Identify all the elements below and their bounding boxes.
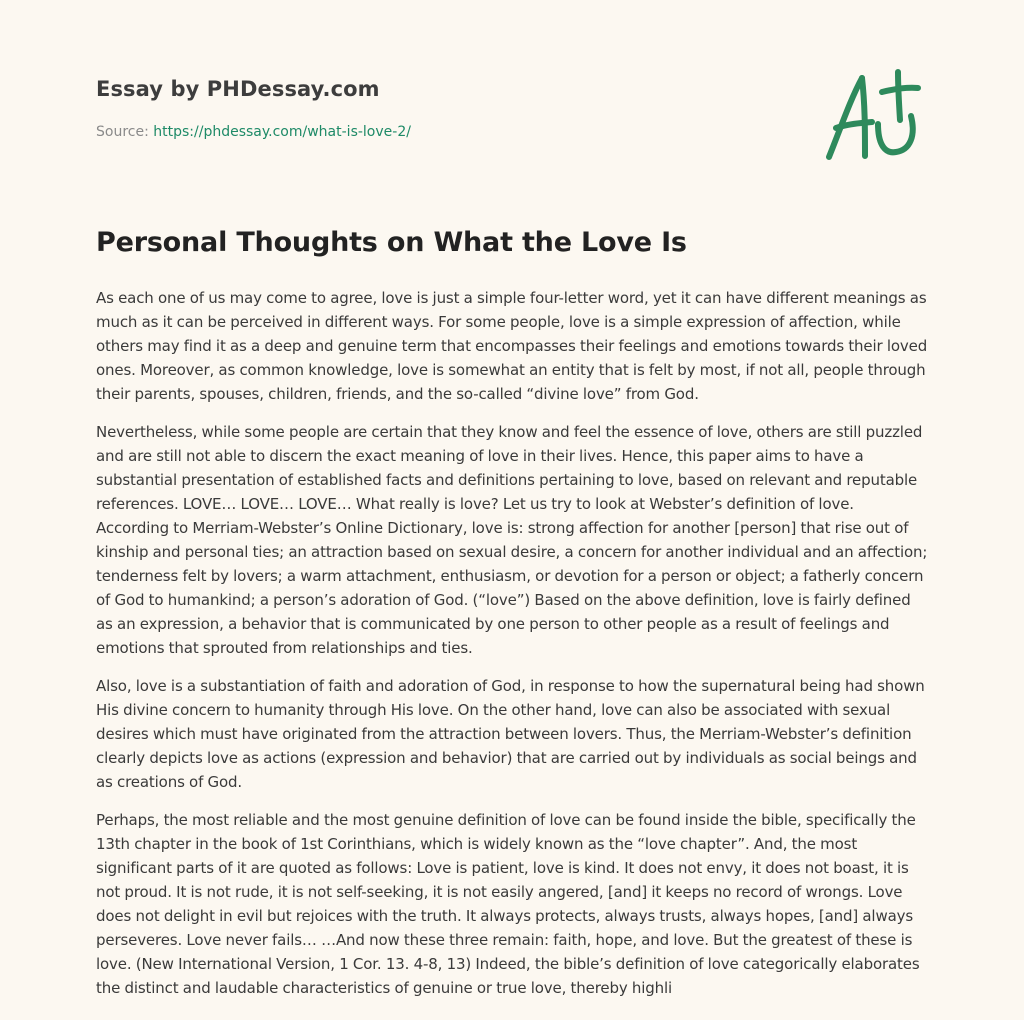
essay-title: Personal Thoughts on What the Love Is (96, 227, 687, 258)
a-plus-logo-icon (820, 68, 930, 166)
source-line (96, 124, 411, 140)
essay-paragraph: As each one of us may come to agree, love is just a simple four-letter word, yet it can have different meanings as much as it can be perceived in different ways. For some people, love is a simple expression of affection, while others may find it as a deep and genuine term that encompasses their feelings and emotions towards their loved ones. Moreover, as common knowledge, love is somewhat an entity that is felt by most, if not all, people through their parents, spouses, children, friends, and the so-called “divine love” from God. (96, 289, 928, 403)
essay-paragraph: Perhaps, the most reliable and the most genuine definition of love can be found inside the bible, specifically the 13th chapter in the book of 1st Corinthians, which is widely known as the “love chapter”. And, the most significant parts of it are quoted as follows: Love is patient, love is kind. It does not envy, it does not boast, it is not proud. It is not rude, it is not self-seeking, it is not easily angered, [and] it keeps no record of wrongs. Love does not delight in evil but rejoices with the truth. It always protects, always trusts, always hopes, [and] always perseveres. Love never fails… …And now these three remain: faith, hope, and love. But the greatest of these is love. (New International Version, 1 Cor. 13. 4-8, 13) Indeed, the bible’s definition of love categorically elaborates the distinct and laudable characteristics of genuine or true love, thereby highli (96, 811, 920, 997)
source-link[interactable]: https://phdessay.com/what-is-love-2/ (153, 124, 411, 140)
source-label: Source: (96, 124, 154, 140)
site-brand: Essay by PHDessay.com (96, 77, 380, 101)
essay-paragraph: Nevertheless, while some people are certain that they know and feel the essence of love, others are still puzzled and are still not able to discern the exact meaning of love in their lives. Hence, this paper aims to have a substantial presentation of established facts and definitions pertaining to love, based on relevant and reputable references. LOVE… LOVE… LOVE… What really is love? Let us try to look at Webster’s definition of love. According to Merriam-Webster’s Online Dictionary, love is: strong affection for another [person] that rise out of kinship and personal ties; an attraction based on sexual desire, a concern for another individual and an affection; tenderness felt by lovers; a warm attachment, enthusiasm, or devotion for a person or object; a fatherly concern of God to humankind; a person’s adoration of God. (“love”) Based on the above definition, love is fairly defined as an expression, a behavior that is communicated by one person to other people as a result of feelings and emotions that sprouted from relationships and ties. (96, 423, 928, 657)
essay-paragraph: Also, love is a substantiation of faith and adoration of God, in response to how the supernatural being had shown His divine concern to humanity through His love. On the other hand, love can also be associated with sexual desires which must have originated from the attraction between lovers. Thus, the Merriam-Webster’s definition clearly depicts love as actions (expression and behavior) that are carried out by individuals as social beings and as creations of God. (96, 677, 925, 791)
essay-body (96, 286, 928, 1014)
